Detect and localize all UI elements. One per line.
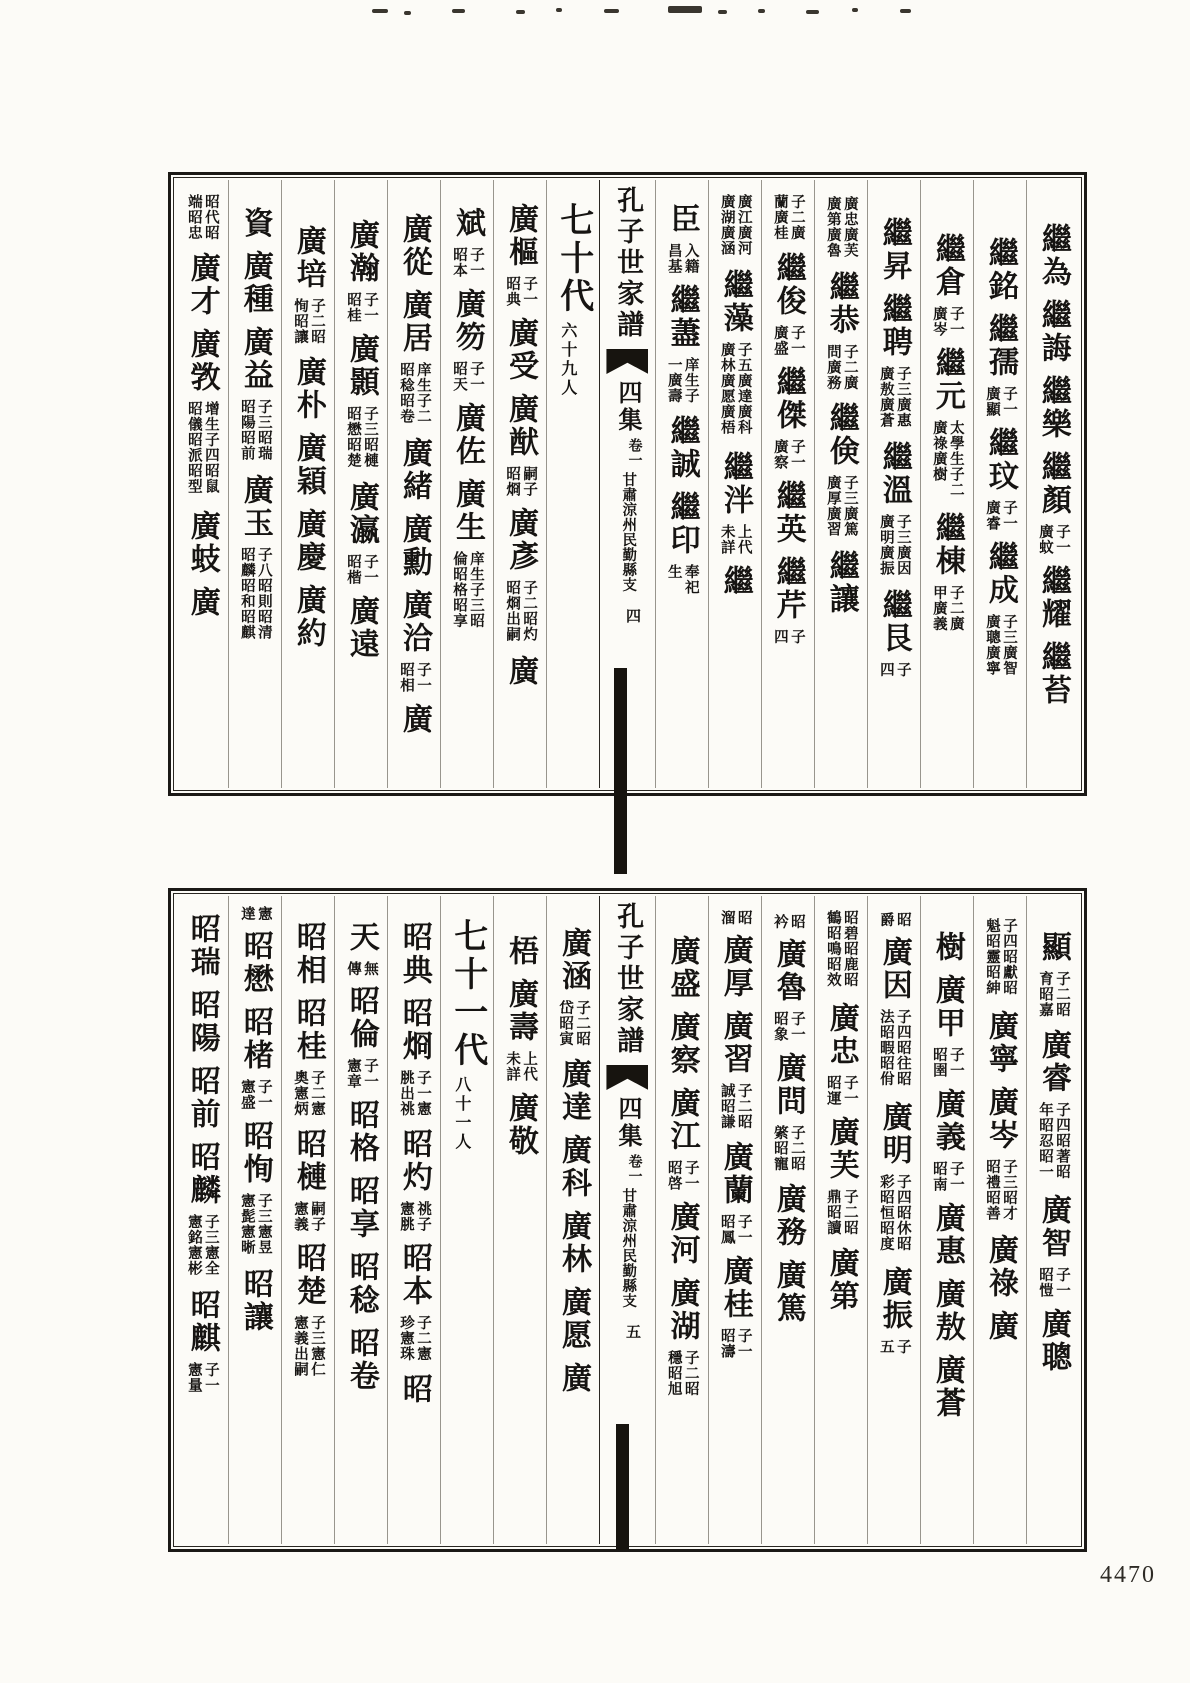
scan-artifact — [852, 8, 858, 12]
person-name: 廣敖 — [929, 1278, 965, 1344]
children-annotation: 子三廣因廣明廣振 — [877, 514, 911, 576]
children-annotation: 昭代昭端昭忠 — [185, 194, 219, 241]
person-name: 繼藎 — [664, 284, 700, 350]
children-annotation: 子四昭著昭年昭忍昭一 — [1036, 1102, 1070, 1180]
person-name: 廣約 — [290, 584, 326, 650]
person-name: 廣 — [184, 586, 220, 619]
children-annotation: 上代未詳 — [718, 524, 752, 555]
person-name: 廣遠 — [343, 595, 379, 661]
scan-artifact — [404, 11, 411, 15]
children-annotation: 昭衿 — [771, 914, 805, 930]
children-annotation: 子八昭則昭清昭麟昭和昭麒 — [238, 547, 272, 640]
person-name: 繼棟 — [929, 512, 965, 578]
generation-title: 七十一代 — [447, 918, 488, 1070]
person-name: 廣厚 — [717, 934, 753, 1000]
scan-artifact — [806, 10, 819, 14]
person-name: 繼藻 — [717, 269, 753, 335]
person-name: 昭麟 — [184, 1141, 220, 1207]
person-name: 昭懋 — [237, 930, 273, 996]
person-name: 資 — [237, 207, 273, 240]
person-name: 廣務 — [770, 1183, 806, 1249]
generation-count: 六十九人 — [558, 322, 578, 398]
person-name: 廣盛 — [664, 935, 700, 1001]
children-annotation: 子一昭鳳 — [718, 1214, 752, 1245]
genealogy-column — [920, 180, 973, 788]
person-name: 廣因 — [876, 936, 912, 1002]
children-annotation: 子三昭才昭禮昭善 — [983, 1159, 1017, 1221]
children-annotation: 子四 — [877, 662, 911, 678]
children-annotation: 子二昭鼎昭讀 — [824, 1189, 858, 1236]
person-name: 繼倹 — [823, 402, 859, 468]
person-name: 廣瀚 — [343, 219, 379, 285]
person-name: 廣蘭 — [717, 1141, 753, 1207]
person-name: 廣壽 — [502, 978, 538, 1044]
person-name: 廣培 — [290, 225, 326, 291]
genealogy-column — [655, 896, 708, 1544]
person-name: 昭讓 — [237, 1268, 273, 1334]
children-annotation: 子三憲全憲銘憲彬 — [185, 1214, 219, 1276]
person-name: 昭格 — [343, 1099, 379, 1165]
person-name: 繼為 — [1035, 223, 1071, 289]
person-name: 廣祿 — [982, 1234, 1018, 1300]
person-name: 繼芹 — [770, 556, 806, 622]
children-annotation: 子一昭本 — [451, 247, 485, 278]
children-annotation: 子四 — [771, 629, 805, 645]
person-name: 廣寧 — [982, 1010, 1018, 1076]
fishtail-icon — [606, 349, 648, 374]
children-annotation: 子一廣顯 — [983, 386, 1017, 417]
person-name: 廣笏 — [449, 288, 485, 354]
person-name: 繼讓 — [823, 550, 859, 616]
scan-artifact — [668, 6, 702, 13]
children-annotation: 庠生子二昭稔昭卷 — [398, 362, 432, 424]
children-annotation: 廣江廣河廣湖廣涵 — [718, 194, 752, 256]
person-name: 廣第 — [823, 1247, 859, 1313]
person-name: 繼印 — [664, 491, 700, 557]
person-name: 繼泮 — [717, 451, 753, 517]
genealogy-column — [655, 180, 708, 788]
branch-label: 甘肅涼州民勤縣支 — [620, 472, 637, 592]
person-name: 繼昇 — [876, 217, 912, 283]
person-name: 梧 — [502, 935, 538, 968]
person-name: 繼 — [717, 565, 753, 598]
children-annotation: 昭爵 — [877, 912, 911, 928]
person-name: 昭楮 — [237, 1006, 273, 1072]
person-name: 廣忠 — [823, 1002, 859, 1068]
children-annotation: 子四昭獻昭魁昭靈昭紳 — [983, 918, 1017, 996]
children-annotation: 子二昭綮昭寵 — [771, 1125, 805, 1172]
person-name: 昭陽 — [184, 989, 220, 1055]
children-annotation: 祧子憲脁 — [398, 1201, 432, 1232]
person-name: 廣 — [502, 655, 538, 688]
person-name: 繼元 — [929, 347, 965, 413]
person-name: 廣湖 — [664, 1277, 700, 1343]
person-name: 繼俊 — [770, 252, 806, 318]
person-name: 昭楚 — [290, 1242, 326, 1308]
person-name: 廣岑 — [982, 1086, 1018, 1152]
person-name: 廣益 — [237, 326, 273, 392]
person-name: 廣彥 — [502, 507, 538, 573]
children-annotation: 子二昭灼昭烱出嗣 — [504, 580, 538, 642]
person-name: 廣生 — [449, 478, 485, 544]
person-name: 繼樂 — [1035, 375, 1071, 441]
person-name: 昭卷 — [343, 1327, 379, 1393]
person-name: 昭本 — [396, 1242, 432, 1308]
top-panel-columns — [176, 180, 1079, 788]
genealogy-column — [814, 896, 867, 1544]
folio-number: 五 — [623, 1324, 642, 1339]
children-annotation: 子三昭槤昭懋昭楚 — [344, 406, 378, 468]
person-name: 廣甲 — [929, 974, 965, 1040]
person-name: 昭典 — [396, 921, 432, 987]
person-name: 昭 — [396, 1373, 432, 1406]
children-annotation: 子三昭瑞昭陽昭前 — [238, 399, 272, 461]
scan-artifact — [452, 9, 465, 13]
genealogy-column — [973, 180, 1026, 788]
generation-header-column — [440, 896, 493, 1544]
person-name: 繼恭 — [823, 271, 859, 337]
genealogy-column — [334, 896, 387, 1544]
person-name: 繼艮 — [876, 589, 912, 655]
genealogy-column — [920, 896, 973, 1544]
person-name: 廣察 — [664, 1011, 700, 1077]
generation-count: 八十一人 — [452, 1076, 472, 1152]
children-annotation: 庠生子一廣壽 — [665, 357, 699, 404]
genealogy-column — [1026, 180, 1079, 788]
children-annotation: 子四昭休昭彩昭恒昭度 — [877, 1174, 911, 1252]
genealogy-column — [387, 180, 440, 788]
children-annotation: 昭碧昭鹿昭鶴昭鳴昭效 — [824, 910, 858, 988]
genealogy-column — [867, 180, 920, 788]
person-name: 廣河 — [664, 1201, 700, 1267]
person-name: 廣緒 — [396, 437, 432, 503]
person-name: 廣芙 — [823, 1116, 859, 1182]
children-annotation: 子一憲脁出祧 — [398, 1070, 432, 1117]
children-annotation: 子一廣睿 — [983, 500, 1017, 531]
person-name: 昭前 — [184, 1065, 220, 1131]
person-name: 廣睿 — [1035, 1029, 1071, 1095]
genealogy-column — [228, 180, 281, 788]
volume-label: 卷一 — [626, 1154, 643, 1184]
genealogy-column — [440, 180, 493, 788]
person-name: 廣惠 — [929, 1202, 965, 1268]
person-name: 繼誨 — [1035, 299, 1071, 365]
children-annotation: 無傳 — [344, 961, 378, 977]
genealogy-column — [387, 896, 440, 1544]
person-name: 廣猷 — [502, 393, 538, 459]
children-annotation: 嗣子憲義 — [291, 1201, 325, 1232]
children-annotation: 子五廣達廣科廣林廣愿廣梧 — [718, 342, 752, 435]
person-name: 昭相 — [290, 921, 326, 987]
person-name: 廣 — [556, 1362, 591, 1395]
genealogy-column — [1026, 896, 1079, 1544]
person-name: 繼孺 — [982, 313, 1018, 379]
person-name: 昭灼 — [396, 1128, 432, 1194]
person-name: 廣敩 — [184, 328, 220, 394]
children-annotation: 子二昭恂昭讓 — [291, 298, 325, 345]
children-annotation: 廣忠廣芙廣第廣魯 — [824, 196, 858, 258]
person-name: 繼成 — [982, 541, 1018, 607]
person-name: 廣問 — [770, 1052, 806, 1118]
children-annotation: 子一廣蚊 — [1036, 524, 1070, 555]
children-annotation: 庠生子三昭倫昭格昭享 — [451, 551, 485, 629]
person-name: 繼苔 — [1035, 641, 1071, 707]
person-name: 廣穎 — [290, 432, 326, 498]
children-annotation: 子一昭相 — [398, 662, 432, 693]
person-name: 廣受 — [502, 317, 538, 383]
person-name: 昭瑞 — [184, 913, 220, 979]
person-name: 昭稔 — [343, 1251, 379, 1317]
children-annotation: 太學生子二廣祿廣樹 — [930, 420, 964, 498]
children-annotation: 子二憲珍憲珠 — [398, 1315, 432, 1362]
children-annotation: 子一昭運 — [824, 1075, 858, 1106]
person-name: 顯 — [1035, 931, 1071, 964]
person-name: 繼英 — [770, 480, 806, 546]
generation-header-column — [546, 180, 599, 788]
scan-artifact — [372, 9, 388, 13]
person-name: 廣玉 — [237, 474, 273, 540]
scan-artifact — [718, 10, 727, 14]
person-name: 昭烱 — [396, 997, 432, 1063]
genealogy-column — [867, 896, 920, 1544]
children-annotation: 子一昭楷 — [344, 554, 378, 585]
genealogy-column — [493, 896, 546, 1544]
children-annotation: 子一昭啓 — [665, 1160, 699, 1191]
scan-artifact — [758, 9, 765, 13]
person-name: 廣愿 — [556, 1286, 591, 1352]
person-name: 廣振 — [876, 1266, 912, 1332]
person-name: 繼銘 — [982, 237, 1018, 303]
person-name: 斌 — [449, 207, 485, 240]
children-annotation: 子二昭育昭嘉 — [1036, 971, 1070, 1018]
fishtail-icon — [606, 1065, 648, 1090]
children-annotation: 子一昭桂 — [344, 292, 378, 323]
book-title: 孔子世家譜 — [612, 186, 644, 341]
children-annotation: 子二廣問廣務 — [824, 344, 858, 391]
person-name: 廣智 — [1035, 1194, 1071, 1260]
book-title: 孔子世家譜 — [612, 902, 644, 1057]
person-name: 昭桂 — [290, 997, 326, 1063]
children-annotation: 子一昭象 — [771, 1011, 805, 1042]
children-annotation: 子三廣智廣聰廣寧 — [983, 614, 1017, 676]
person-name: 廣慶 — [290, 508, 326, 574]
person-name: 廣勳 — [396, 513, 432, 579]
person-name: 廣義 — [929, 1088, 965, 1154]
person-name: 廣江 — [664, 1087, 700, 1153]
genealogy-column — [546, 896, 599, 1544]
person-name: 廣才 — [184, 252, 220, 318]
scan-artifact — [900, 9, 911, 13]
person-name: 昭享 — [343, 1175, 379, 1241]
genealogy-column — [814, 180, 867, 788]
children-annotation: 子三憲昱憲髭憲晰 — [238, 1193, 272, 1255]
scan-artifact — [604, 9, 619, 13]
scan-artifact — [516, 10, 525, 14]
children-annotation: 子二昭岱昭寅 — [557, 1000, 591, 1047]
person-name: 廣敬 — [502, 1092, 538, 1158]
person-name: 廣林 — [556, 1210, 591, 1276]
person-name: 廣佐 — [449, 402, 485, 468]
genealogy-column — [176, 896, 228, 1544]
children-annotation: 子一憲盛 — [238, 1079, 272, 1110]
children-annotation: 子一昭愷 — [1036, 1267, 1070, 1298]
children-annotation: 子一廣盛 — [771, 325, 805, 356]
children-annotation: 子三憲仁憲義出嗣 — [291, 1315, 325, 1377]
children-annotation: 嗣子昭烱 — [504, 466, 538, 497]
person-name: 廣篤 — [770, 1259, 806, 1325]
children-annotation: 子一憲章 — [344, 1058, 378, 1089]
children-annotation: 子一昭南 — [930, 1161, 964, 1192]
person-name: 廣洽 — [396, 589, 432, 655]
spine-fold-bar — [614, 668, 627, 874]
children-annotation: 上代未詳 — [504, 1051, 538, 1082]
genealogy-column — [708, 180, 761, 788]
genealogy-column — [281, 180, 334, 788]
person-name: 繼誠 — [664, 415, 700, 481]
person-name: 繼溫 — [876, 441, 912, 507]
person-name: 昭倫 — [343, 985, 379, 1051]
children-annotation: 子三廣篤廣厚廣習 — [824, 475, 858, 537]
person-name: 廣從 — [396, 213, 432, 279]
person-name: 昭恂 — [237, 1120, 273, 1186]
person-name: 樹 — [929, 931, 965, 964]
children-annotation: 子一昭圉 — [930, 1047, 964, 1078]
person-name: 廣桂 — [717, 1255, 753, 1321]
children-annotation: 子二昭穩昭旭 — [665, 1350, 699, 1397]
person-name: 廣居 — [396, 289, 432, 355]
top-panel — [168, 172, 1087, 796]
genealogy-column — [761, 180, 814, 788]
person-name: 廣朴 — [290, 356, 326, 422]
children-annotation: 憲達 — [238, 906, 272, 922]
children-annotation: 昭溜 — [718, 910, 752, 926]
person-name: 昭槤 — [290, 1128, 326, 1194]
branch-label: 甘肅涼州民勤縣支 — [620, 1188, 637, 1308]
person-name: 廣明 — [876, 1101, 912, 1167]
person-name: 廣蚑 — [184, 510, 220, 576]
genealogy-column — [973, 896, 1026, 1544]
person-name: 臣 — [664, 203, 700, 236]
person-name: 廣魯 — [770, 938, 806, 1004]
children-annotation: 子一憲量 — [185, 1362, 219, 1393]
person-name: 廣涵 — [556, 927, 591, 993]
spine-fold-bar — [616, 1424, 629, 1550]
person-name: 廣瀛 — [343, 481, 379, 547]
children-annotation: 子二廣蘭廣桂 — [771, 194, 805, 241]
children-annotation: 子一昭典 — [504, 276, 538, 307]
children-annotation: 子二憲奧憲炳 — [291, 1070, 325, 1117]
folio-number: 四 — [623, 608, 642, 623]
genealogy-column — [334, 180, 387, 788]
scan-artifact — [556, 8, 562, 12]
person-name: 繼聘 — [876, 293, 912, 359]
person-name: 廣聰 — [1035, 1308, 1071, 1374]
children-annotation: 入籍昌基 — [665, 243, 699, 274]
person-name: 廣科 — [556, 1134, 591, 1200]
genealogy-column — [176, 180, 228, 788]
children-annotation: 子一廣岑 — [930, 306, 964, 337]
children-annotation: 子三廣惠廣敖廣蒼 — [877, 366, 911, 428]
generation-title: 七十代 — [553, 202, 594, 316]
person-name: 繼耀 — [1035, 565, 1071, 631]
children-annotation: 子一廣察 — [771, 439, 805, 470]
person-name: 廣種 — [237, 250, 273, 316]
person-name: 昭麒 — [184, 1289, 220, 1355]
person-name: 繼玟 — [982, 427, 1018, 493]
genealogy-column — [493, 180, 546, 788]
person-name: 繼倉 — [929, 233, 965, 299]
genealogy-column — [708, 896, 761, 1544]
person-name: 廣達 — [556, 1058, 591, 1124]
person-name: 繼傑 — [770, 366, 806, 432]
children-annotation: 子四昭往昭法昭暇昭佾 — [877, 1009, 911, 1087]
volume-label: 卷一 — [626, 438, 643, 468]
person-name: 廣 — [396, 703, 432, 736]
children-annotation: 子二廣甲廣義 — [930, 585, 964, 632]
genealogy-column — [281, 896, 334, 1544]
person-name: 天 — [343, 921, 379, 954]
person-name: 廣蒼 — [929, 1354, 965, 1420]
person-name: 廣樞 — [502, 203, 538, 269]
children-annotation: 子一昭濤 — [718, 1328, 752, 1359]
person-name: 廣 — [982, 1310, 1018, 1343]
collection-label: 四集 — [614, 380, 643, 434]
collection-label: 四集 — [614, 1096, 643, 1150]
genealogy-column — [228, 896, 281, 1544]
children-annotation: 增生子四昭鼠昭儀昭派昭型 — [185, 401, 219, 494]
person-name: 繼顏 — [1035, 451, 1071, 517]
children-annotation: 子二昭誠昭謙 — [718, 1083, 752, 1130]
children-annotation: 子一昭天 — [451, 361, 485, 392]
page-number: 4470 — [1100, 1562, 1156, 1588]
children-annotation: 奉祀生 — [665, 564, 699, 595]
person-name: 廣習 — [717, 1010, 753, 1076]
person-name: 廣顥 — [343, 333, 379, 399]
genealogy-column — [761, 896, 814, 1544]
children-annotation: 子五 — [877, 1339, 911, 1355]
